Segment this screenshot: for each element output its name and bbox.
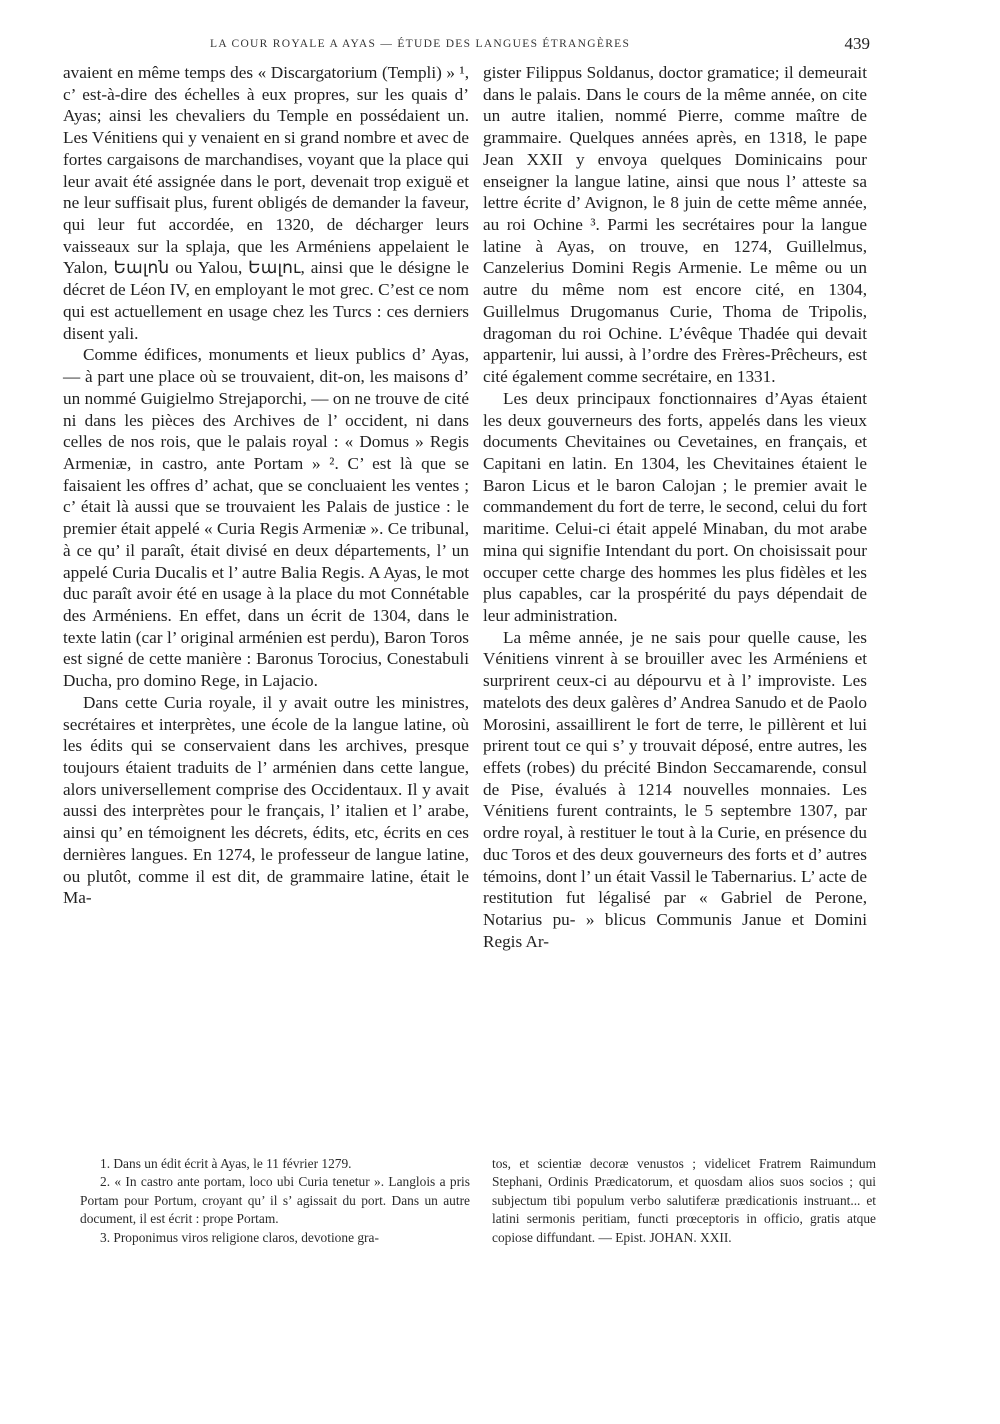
paragraph: gister Filippus Soldanus, doctor gramatice; il demeurait dans le palais. Dans le cours de la même année, on cite un autre italien, nommé Pierre, comme maître de grammaire. Quelques années après, en 1318, le pape Jean XXII y envoya quelques Dominicains pour enseigner la langue latine, ainsi que nous l’ atteste sa lettre écrite d’ Avignon, le 8 juin de cette même année, au roi Ochine ³. Parmi les secrétaires pour la langue latine à Ayas, on trouve, en 1274, Guillelmus, Canzelerius Domini Regis Armenie. Le même ou un autre du même nom est encore cité, en 1304, Guillelmus Drugomanus Curie, Thoma de Tripolis, dragoman du roi Ochine. L’évêque Thadée qui devait appartenir, lui aussi, à l’ordre des Frères-Prêcheurs, est cité également comme secrétaire, en 1331. bbox=[483, 63, 867, 387]
paragraph: avaient en même temps des « Discargatorium (Templi) » ¹, c’ est-à-dire des échelles à eux propres, sur les quais d’ Ayas; ainsi les chevaliers du Temple en possédaient un. Les Vénitiens qui y venaient en si grand nombre et avec de fortes cargaisons de marchandises, voyant que la place qui leur avait été assignée dans le port, devenait trop exiguë et ne leur suffisait plus, furent obligés de demander la faveur, qui leur fut accordée, en 1320, de décharger leurs vaisseaux sur la splaja, que les Arméniens appelaient le Yalon, Եալոն ou Yalou, Եալու, ainsi que le désigne le décret de Léon IV, en employant le mot grec. C’est ce nom qui est actuellement en usage chez les Turcs : ces derniers disent yali. bbox=[63, 63, 469, 343]
paragraph: Les deux principaux fonctionnaires d’Ayas étaient les deux gouverneurs des forts, appelés dans les vieux documents Chevitaines ou Cevetaines, en français, et Capitani en latin. En 1304, les Chevitaines étaient le Baron Licus et le baron Calojan ; le premier avait le commandement du fort de terre, le second, celui du fort maritime. Celui-ci était appelé Minaban, du mot arabe mina qui signifie Intendant du port. On choisissait pour occuper cette charge des hommes les plus fidèles et les plus capables, car la prospérité du pays dépendait de leur administration. bbox=[483, 388, 867, 625]
footnotes-left bbox=[80, 1155, 470, 1247]
paragraph: Dans cette Curia royale, il y avait outre les ministres, secrétaires et interprètes, une école de la langue latine, où les édits qui se conservaient dans les archives, presque toujours étaient traduits de l’ arménien dans cette langue, alors universellement comprise des Occidentaux. Il y avait aussi des interprètes pour le français, l’ italien et l’ arabe, ainsi qu’ en témoignent les décrets, édits, etc, écrits en ces dernières langues. En 1274, le professeur de langue latine, ou plutôt, comme il est dit, de grammaire latine, était le Ma- bbox=[63, 692, 469, 908]
paragraph: La même année, je ne sais pour quelle cause, les Vénitiens vinrent à se brouiller avec les Arméniens et surprirent ceux-ci au dépourvu et à l’ improviste. Les matelots des deux galères d’ Andrea Sanudo et de Paolo Morosini, assaillirent le fort de terre, le pillèrent et lui prirent tout ce qui s’ y trouvait déposé, entre autres, les effets (robes) du précité Bindon Seccamarende, consul de Pise, évalués à 1214 nouvelles monnaies. Les Vénitiens furent contraints, le 5 septembre 1307, par ordre royal, à restituer le tout à la Curie, en présence du duc Toros et des deux gouverneurs des forts et d’ autres témoins, dont l’ un était Vassil le Tabernarius. L’ acte de restitution fut légalisé par « Gabriel de Perone, Notarius pu- » blicus Communis Janue et Domini Regis Ar- bbox=[483, 627, 867, 951]
footnote: 1. Dans un édit écrit à Ayas, le 11 février 1279. bbox=[100, 1156, 352, 1171]
running-head bbox=[62, 34, 870, 58]
footnotes-right bbox=[492, 1155, 876, 1247]
footnote: 3. Proponimus viros religione claros, devotione gra- bbox=[100, 1229, 379, 1245]
running-title: LA COUR ROYALE A AYAS — ÉTUDE DES LANGUES ÉTRANGÈRES bbox=[210, 38, 631, 50]
right-column bbox=[483, 62, 867, 952]
page-number: 439 bbox=[844, 34, 870, 53]
paragraph: Comme édifices, monuments et lieux publics d’ Ayas, — à part une place où se trouvaient, dit-on, les maisons d’ un nommé Guigielmo Strejaporchi, — on ne trouve de cité ni dans les pièces des Archives de l’ occident, ni dans celles de nos rois, que le palais royal : « Domus » Regis Armeniæ, in castro, ante Portam » ². C’ est là que se faisaient les offres d’ achat, que se concluaient les ventes ; c’ était là aussi que se trouvaient les Palais de justice : le premier était appelé « Curia Regis Armeniæ ». Ce tribunal, à ce qu’ il paraît, était divisé en deux départements, l’ un appelé Curia Ducalis et l’ autre Balia Regis. A Ayas, le mot duc paraît avoir été en usage à la place du mot Connétable des Arméniens. En effet, dans un écrit de 1304, dans le texte latin (car l’ original arménien est perdu), Baron Toros est signé de cette manière : Baronus Torocius, Conestabuli Ducha, pro domino Rege, in Lajacio. bbox=[63, 345, 469, 691]
footnote: 2. « In castro ante portam, loco ubi Curia tenetur ». Langlois a pris Portam pour Portum, croyant qu’ il s’ agissait du port. Dans un autre document, il est écrit : prope Portam. bbox=[80, 1174, 470, 1227]
left-column bbox=[63, 62, 469, 909]
footnote-continuation: tos, et scientiæ decoræ venustos ; videlicet Fratrem Raimundum Stephani, Ordinis Prædicatorum, et quosdam alios suos socios ; qui subjectum tibi populum verbo salutiferæ prædicationis instruant... et latini sermonis peritiam, functi prœceptoris in officio, gratis atque copiose diffundant. — Epist. JOHAN. XXII. bbox=[492, 1156, 876, 1245]
